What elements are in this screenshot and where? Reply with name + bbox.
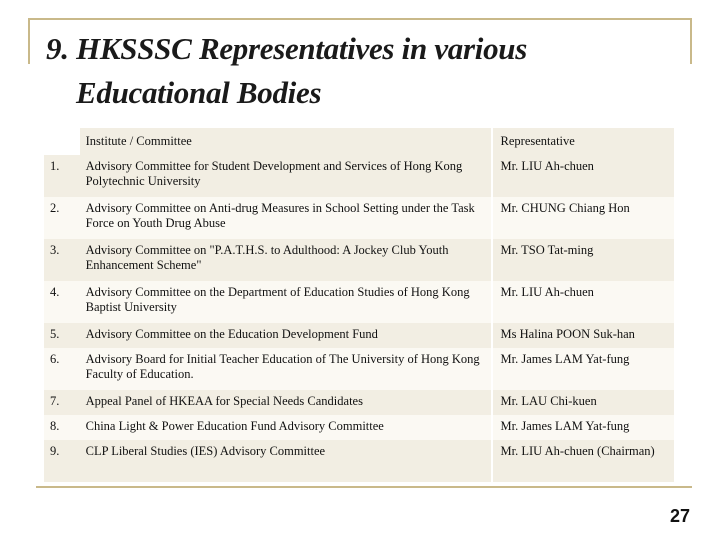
page-number: 27 xyxy=(669,506,690,526)
row-institute: Appeal Panel of HKEAA for Special Needs Candidates xyxy=(80,390,492,415)
row-institute: Advisory Board for Initial Teacher Education of The University of Hong Kong Faculty of Education. xyxy=(80,348,492,390)
row-institute: Advisory Committee on the Department of Education Studies of Hong Kong Baptist University xyxy=(80,281,492,323)
row-number: 6. xyxy=(44,348,80,390)
table-header-row xyxy=(44,128,674,155)
header-representative: Representative xyxy=(492,128,674,155)
row-institute: Advisory Committee on the Education Development Fund xyxy=(80,323,492,348)
slide-title-line1: 9. HKSSSC Representatives in various xyxy=(46,31,527,66)
table-row xyxy=(44,197,674,239)
table-row xyxy=(44,239,674,281)
table-row xyxy=(44,323,674,348)
table-row xyxy=(44,281,674,323)
row-representative: Mr. James LAM Yat-fung xyxy=(492,415,674,440)
table-row xyxy=(44,415,674,440)
representatives-table xyxy=(44,128,674,482)
table-row xyxy=(44,348,674,390)
row-institute: CLP Liberal Studies (IES) Advisory Committee xyxy=(80,440,492,482)
table-row xyxy=(44,155,674,197)
row-number: 9. xyxy=(44,440,80,482)
header-number-cell xyxy=(44,128,80,155)
table-row xyxy=(44,440,674,482)
row-institute: Advisory Committee on "P.A.T.H.S. to Adulthood: A Jockey Club Youth Enhancement Scheme" xyxy=(80,239,492,281)
row-representative: Mr. LIU Ah-chuen xyxy=(492,281,674,323)
row-number: 2. xyxy=(44,197,80,239)
slide-title xyxy=(46,27,686,115)
row-number: 7. xyxy=(44,390,80,415)
row-representative: Mr. LIU Ah-chuen (Chairman) xyxy=(492,440,674,482)
representatives-table-wrapper xyxy=(44,128,674,482)
row-representative: Mr. CHUNG Chiang Hon xyxy=(492,197,674,239)
row-number: 4. xyxy=(44,281,80,323)
frame-right-line xyxy=(690,18,692,64)
row-institute: Advisory Committee for Student Development and Services of Hong Kong Polytechnic University xyxy=(80,155,492,197)
row-representative: Mr. James LAM Yat-fung xyxy=(492,348,674,390)
frame-top-line xyxy=(28,18,692,20)
row-institute: China Light & Power Education Fund Advisory Committee xyxy=(80,415,492,440)
row-number: 1. xyxy=(44,155,80,197)
row-institute: Advisory Committee on Anti-drug Measures in School Setting under the Task Force on Youth Drug Abuse xyxy=(80,197,492,239)
row-representative: Mr. TSO Tat-ming xyxy=(492,239,674,281)
row-representative: Mr. LAU Chi-kuen xyxy=(492,390,674,415)
frame-left-line xyxy=(28,18,30,64)
table-row xyxy=(44,390,674,415)
slide-title-line2: Educational Bodies xyxy=(76,75,322,110)
row-representative: Mr. LIU Ah-chuen xyxy=(492,155,674,197)
row-number: 3. xyxy=(44,239,80,281)
row-representative: Ms Halina POON Suk-han xyxy=(492,323,674,348)
row-number: 8. xyxy=(44,415,80,440)
frame-bottom-line xyxy=(36,486,692,488)
header-institute: Institute / Committee xyxy=(80,128,492,155)
row-number: 5. xyxy=(44,323,80,348)
